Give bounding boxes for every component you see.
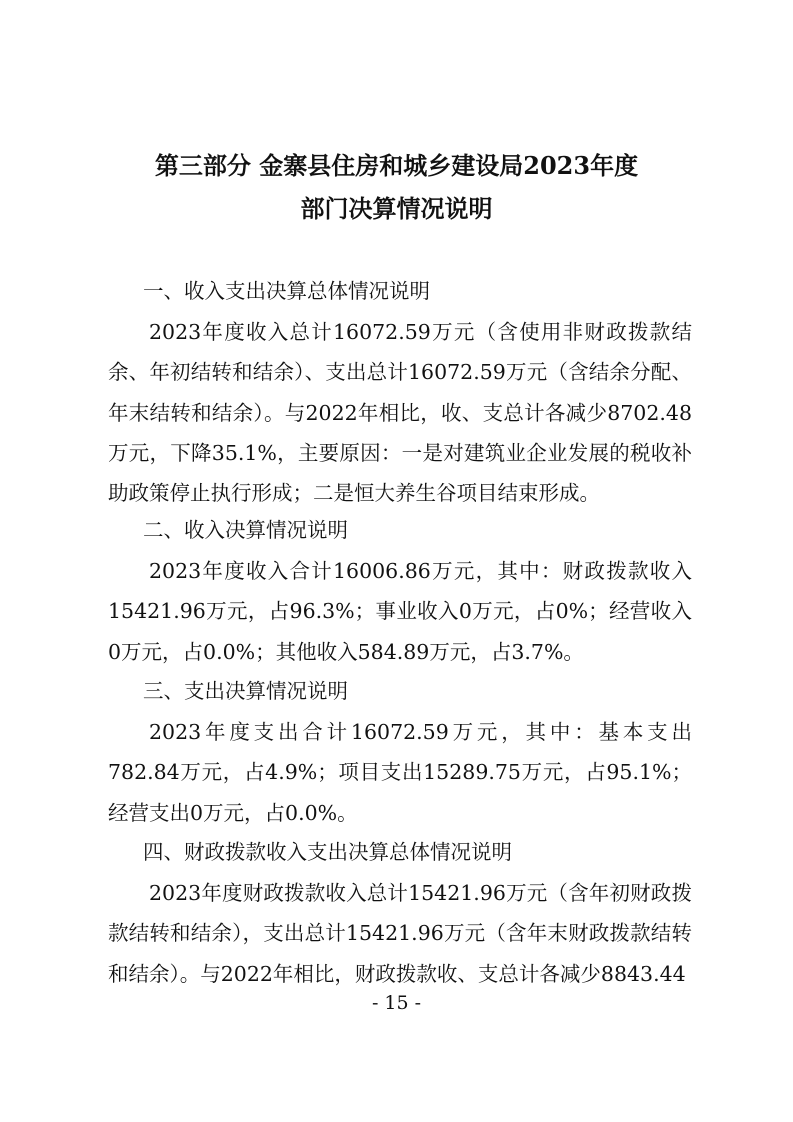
section-heading-expenditure: 三、支出决算情况说明: [143, 679, 348, 703]
section-heading-income-expenditure-overview: 一、收入支出决算总体情况说明: [143, 279, 430, 303]
section-body-income: 2023年度收入合计16006.86万元，其中：财政拨款收入15421.96万元，占96.3%；事业收入0万元，占0%；经营收入0万元，占0.0%；其他收入584.89万元，占3.7%。: [108, 559, 692, 664]
page-number: - 15 -: [371, 992, 422, 1014]
document-title-line-2: 部门决算情况说明: [300, 194, 493, 223]
document-title-line-1: 第三部分 金寨县住房和城乡建设局2023年度: [154, 151, 639, 180]
section-heading-fiscal-appropriation: 四、财政拨款收入支出决算总体情况说明: [143, 840, 512, 864]
section-body-income-expenditure-overview: 2023年度收入总计16072.59万元（含使用非财政拨款结余、年初结转和结余）、支出总计16072.59万元（含结余分配、年末结转和结余）。与2022年相比，收、支总计各减少8702.48万元，下降35.1%，主要原因：一是对建筑业企业发展的税收补助政策停止执行形成；二是恒大养生谷项目结束形成。: [108, 320, 692, 506]
section-body-fiscal-appropriation: 2023年度财政拨款收入总计15421.96万元（含年初财政拨款结转和结余），支出总计15421.96万元（含年末财政拨款结转和结余）。与2022年相比，财政拨款收、支总计各减少8843.44: [108, 881, 692, 986]
section-heading-income: 二、收入决算情况说明: [143, 518, 348, 542]
section-body-expenditure: 2023年度支出合计16072.59万元，其中：基本支出782.84万元，占4.9%；项目支出15289.75万元，占95.1%；经营支出0万元，占0.0%。: [108, 720, 692, 825]
